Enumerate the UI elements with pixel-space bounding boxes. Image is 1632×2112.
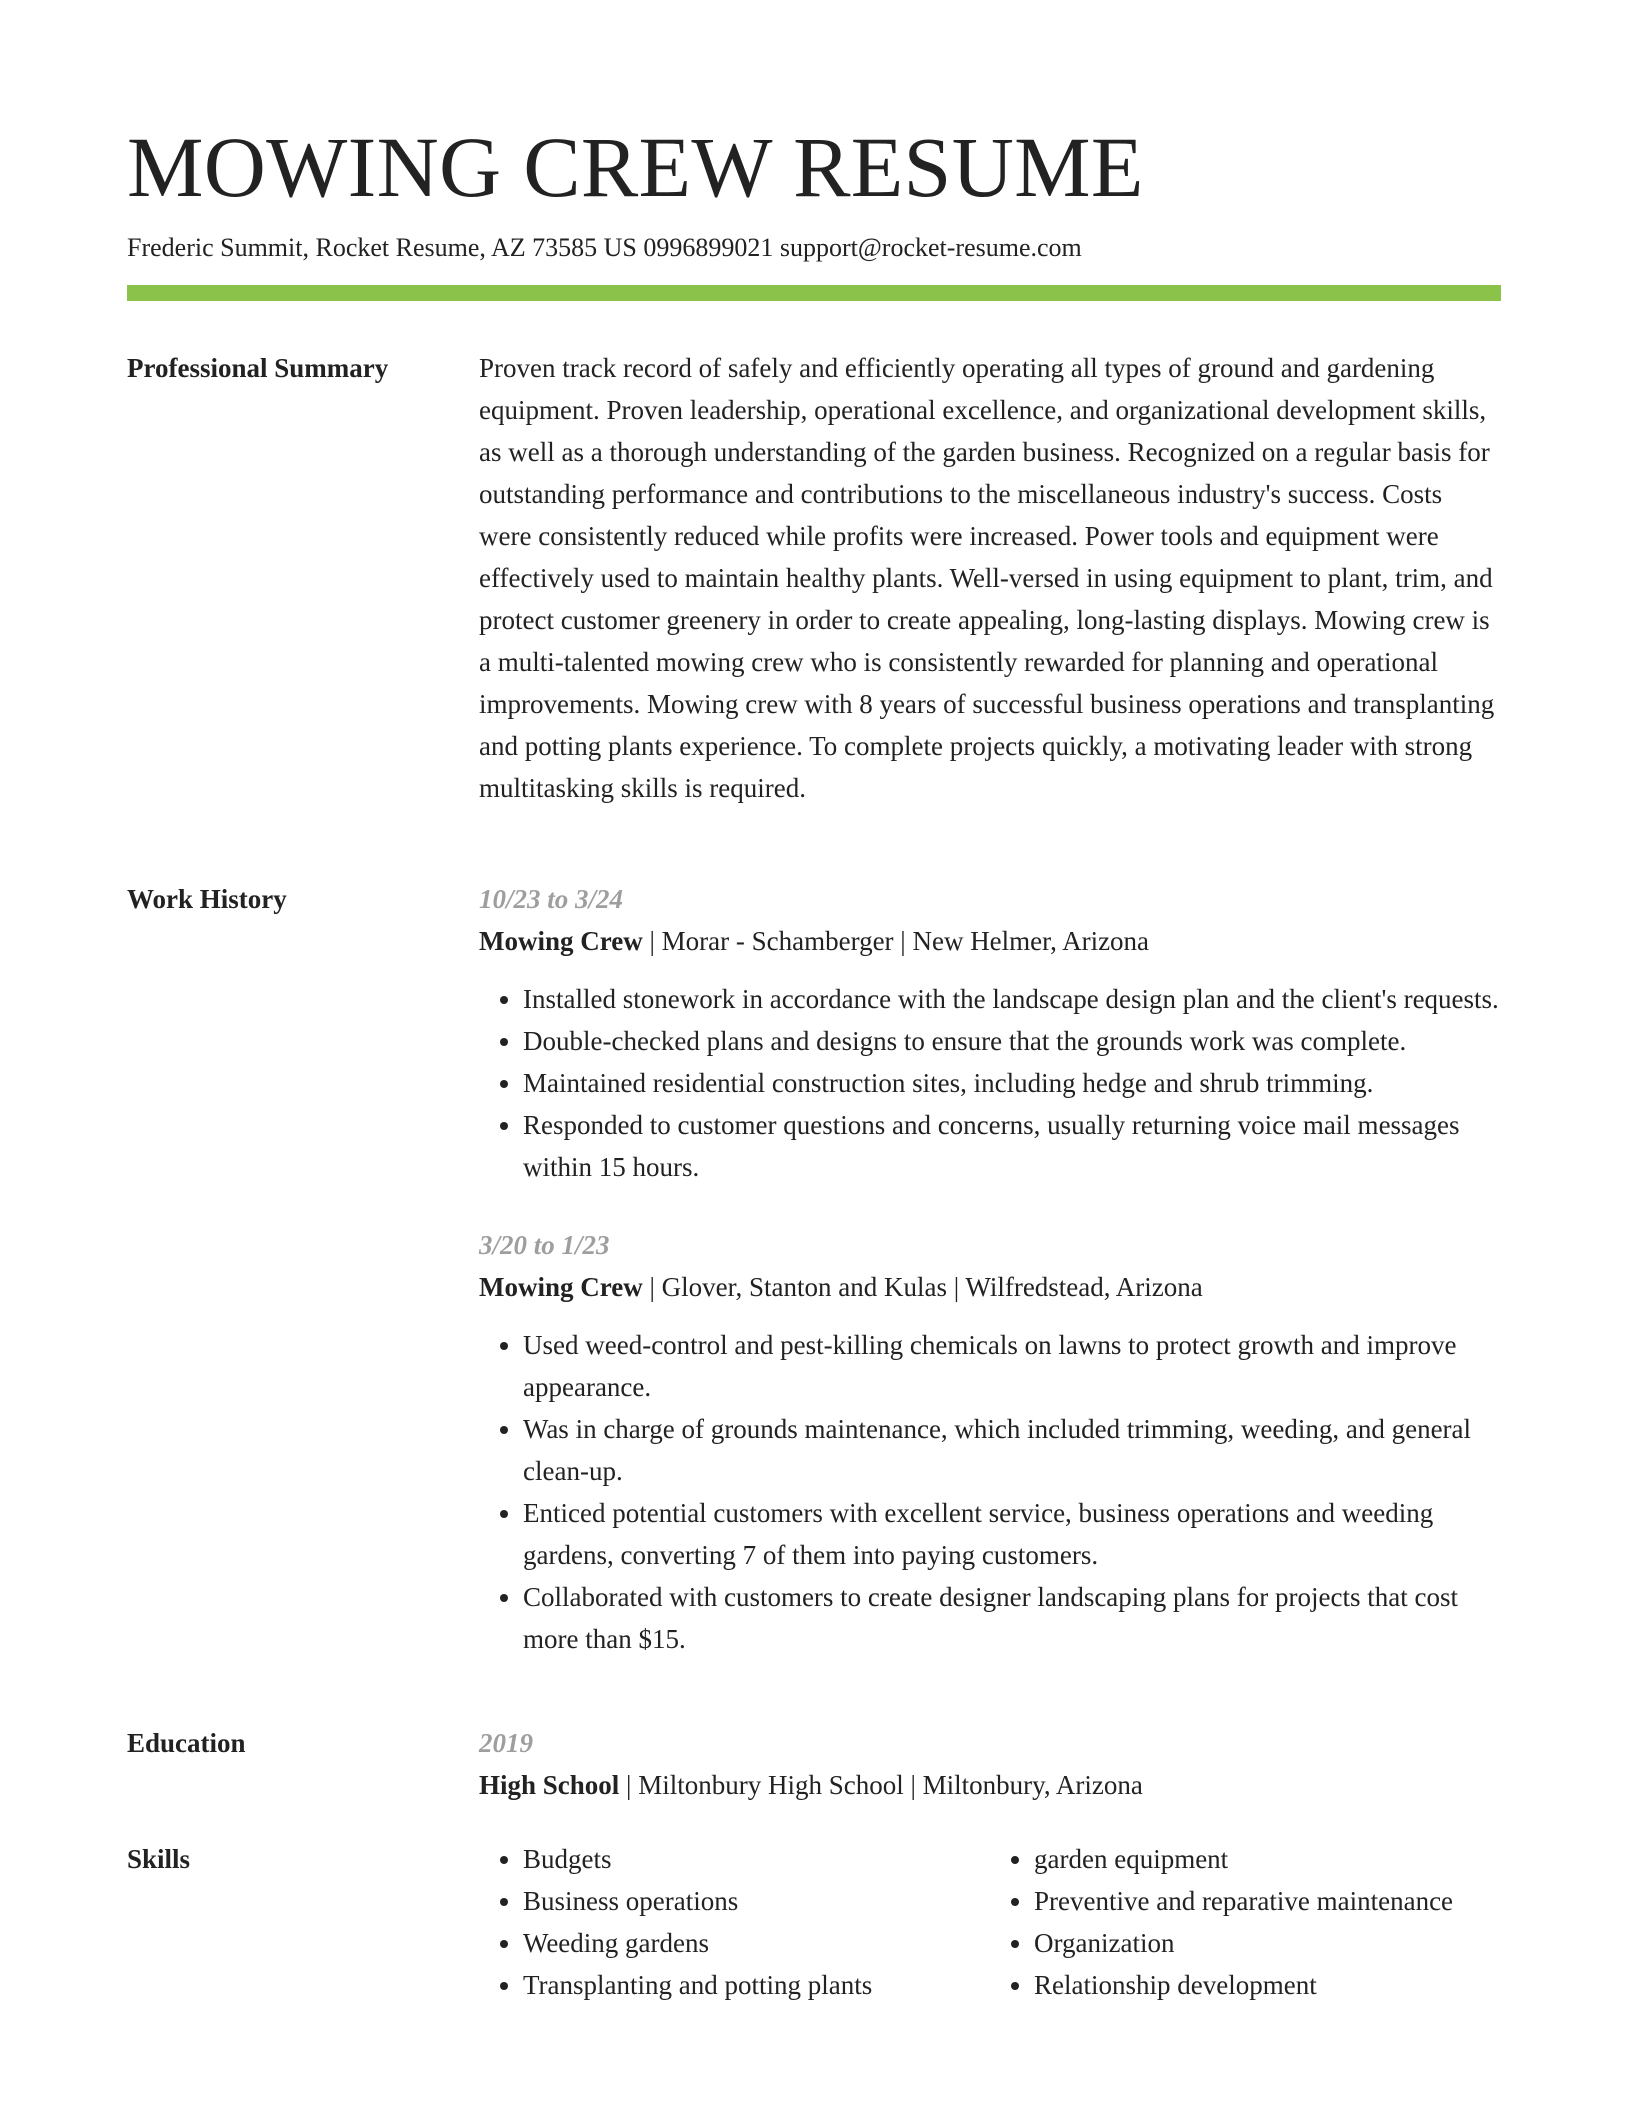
job-bullet: • Enticed potential customers with excellent service, business operations and weeding gardens, converting 7 of them into paying customers. [523,1492,1501,1576]
skill-item: • Business operations [523,1880,990,1922]
resume-title: MOWING CREW RESUME [127,119,1144,215]
skill-item: • Budgets [523,1838,990,1880]
job-bullets [479,978,1501,1188]
job-dates: 3/20 to 1/23 [479,1230,610,1260]
job-entry [479,878,1501,1188]
job-role: Mowing Crew [479,926,643,956]
job-bullet: • Was in charge of grounds maintenance, which included trimming, weeding, and general clean-up. [523,1408,1501,1492]
work-history-label: Work History [127,884,287,914]
skill-item: • Preventive and reparative maintenance [1034,1880,1501,1922]
education-degree: High School [479,1770,620,1800]
job-heading [479,920,1501,962]
skill-item: • Weeding gardens [523,1922,990,1964]
job-dates: 10/23 to 3/24 [479,884,624,914]
skills-columns [479,1838,1501,2006]
contact-line: Frederic Summit, Rocket Resume, AZ 73585 US 0996899021 support@rocket-resume.com [127,233,1082,262]
job-details: | Glover, Stanton and Kulas | Wilfredstead, Arizona [642,1272,1203,1302]
summary-text: Proven track record of safely and efficiently operating all types of ground and gardening equipment. Proven leadership, operational excellence, and organizational development skills, as well as a thorough understanding of the garden business. Recognized on a regular basis for outstanding performance and contributions to the miscellaneous industry's success. Costs were consistently reduced while profits were increased. Power tools and equipment were effectively used to maintain healthy plants. Well-versed in using equipment to plant, trim, and protect customer greenery in order to create appealing, long-lasting displays. Mowing crew is a multi-talented mowing crew who is consistently rewarded for planning and operational improvements. Mowing crew with 8 years of successful business operations and transplanting and potting plants experience. To complete projects quickly, a motivating leader with strong multitasking skills is required. [479,353,1495,803]
skill-item: • Relationship development [1034,1964,1501,2006]
job-bullet: • Double-checked plans and designs to ensure that the grounds work was complete. [523,1020,1501,1062]
job-bullet: • Installed stonework in accordance with the landscape design plan and the client's requests. [523,978,1501,1020]
education-year: 2019 [479,1728,533,1758]
skills-list-left [479,1838,990,2006]
job-heading [479,1266,1501,1308]
education-heading [479,1764,1501,1806]
job-entry [479,1224,1501,1660]
education-label: Education [127,1728,246,1758]
skills-list-right [990,1838,1501,2006]
job-bullet: • Used weed-control and pest-killing chemicals on lawns to protect growth and improve appearance. [523,1324,1501,1408]
skills-label: Skills [127,1844,191,1874]
job-details: | Morar - Schamberger | New Helmer, Arizona [642,926,1150,956]
skill-item: • Organization [1034,1922,1501,1964]
summary-label: Professional Summary [127,353,389,383]
skill-item: • garden equipment [1034,1838,1501,1880]
skill-item: • Transplanting and potting plants [523,1964,990,2006]
job-role: Mowing Crew [479,1272,643,1302]
job-bullet: • Collaborated with customers to create designer landscaping plans for projects that cost more than $15. [523,1576,1501,1660]
education-details: | Miltonbury High School | Miltonbury, Arizona [619,1770,1143,1800]
accent-divider [127,285,1501,301]
job-bullet: • Maintained residential construction sites, including hedge and shrub trimming. [523,1062,1501,1104]
job-bullets [479,1324,1501,1660]
job-bullet: • Responded to customer questions and concerns, usually returning voice mail messages within 15 hours. [523,1104,1501,1188]
